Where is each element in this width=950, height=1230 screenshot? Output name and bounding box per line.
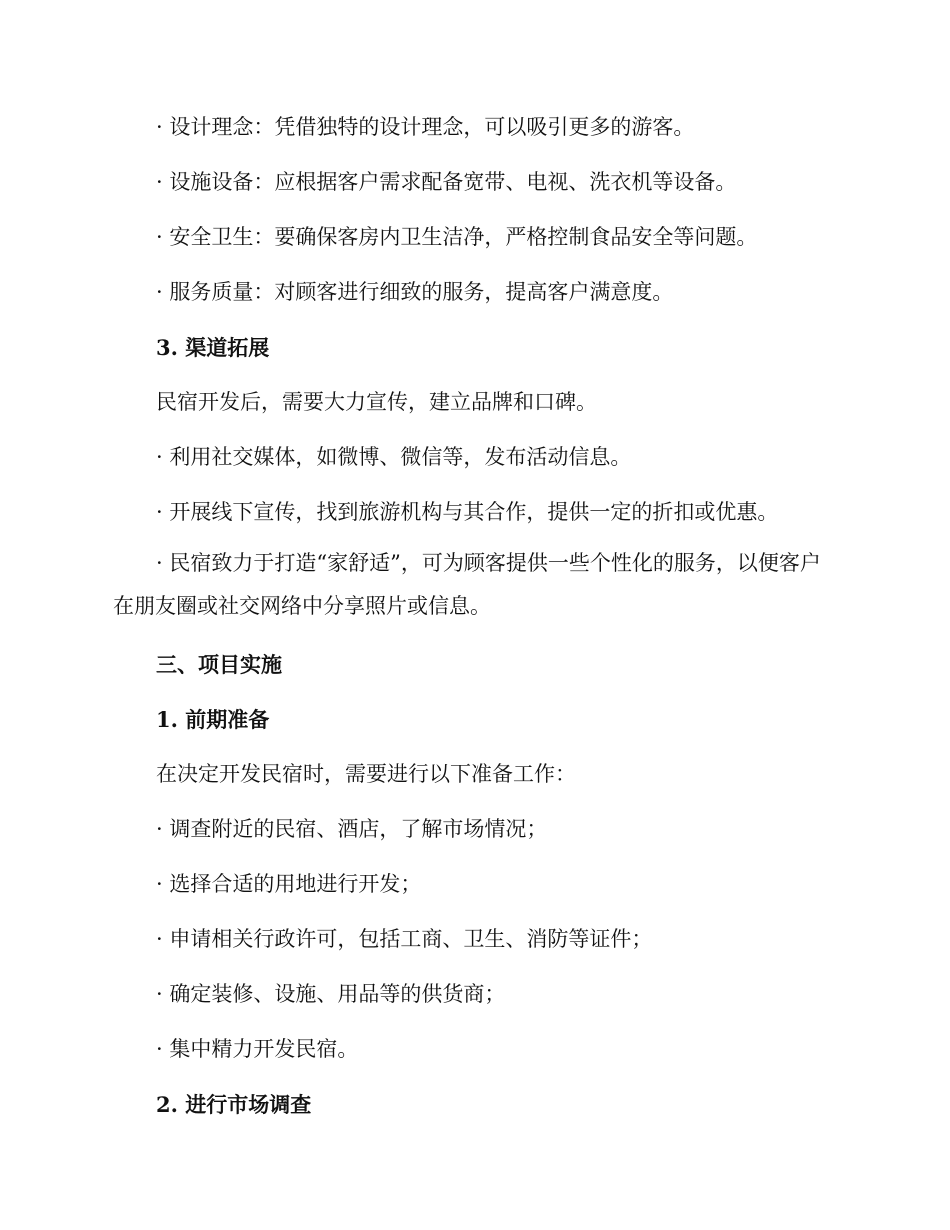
bullet-select-land: · 选择合适的用地进行开发； <box>156 872 422 896</box>
bullet-suppliers: · 确定装修、设施、用品等的供货商； <box>156 982 506 1006</box>
bullet-market-survey: · 调查附近的民宿、酒店，了解市场情况； <box>156 817 548 841</box>
bullet-permits: · 申请相关行政许可，包括工商、卫生、消防等证件； <box>156 927 653 951</box>
bullet-service-quality: · 服务质量：对顾客进行细致的服务，提高客户满意度。 <box>156 280 674 304</box>
heading-market-research: 2. 进行市场调查 <box>156 1092 312 1117</box>
bullet-facilities: · 设施设备：应根据客户需求配备宽带、电视、洗衣机等设备。 <box>156 170 737 194</box>
paragraph-promotion: 民宿开发后，需要大力宣传，建立品牌和口碑。 <box>156 390 597 414</box>
paragraph-preparation-intro: 在决定开发民宿时，需要进行以下准备工作： <box>156 762 576 786</box>
heading-channel-expansion: 3. 渠道拓展 <box>156 335 270 360</box>
bullet-home-comfort: · 民宿致力于打造“家舒适”，可为顾客提供一些个性化的服务，以便客户在朋友圈或社交网络中分享照片或信息。 <box>113 551 821 618</box>
heading-project-implementation: 三、项目实施 <box>156 652 282 677</box>
bullet-offline-promotion: · 开展线下宣传，找到旅游机构与其合作，提供一定的折扣或优惠。 <box>156 500 779 524</box>
heading-preparation: 1. 前期准备 <box>156 707 270 732</box>
bullet-focus-development: · 集中精力开发民宿。 <box>156 1037 359 1061</box>
bullet-safety-hygiene: · 安全卫生：要确保客房内卫生洁净，严格控制食品安全等问题。 <box>156 225 758 249</box>
bullet-social-media: · 利用社交媒体，如微博、微信等，发布活动信息。 <box>156 445 632 469</box>
bullet-design-concept: · 设计理念：凭借独特的设计理念，可以吸引更多的游客。 <box>156 115 695 139</box>
